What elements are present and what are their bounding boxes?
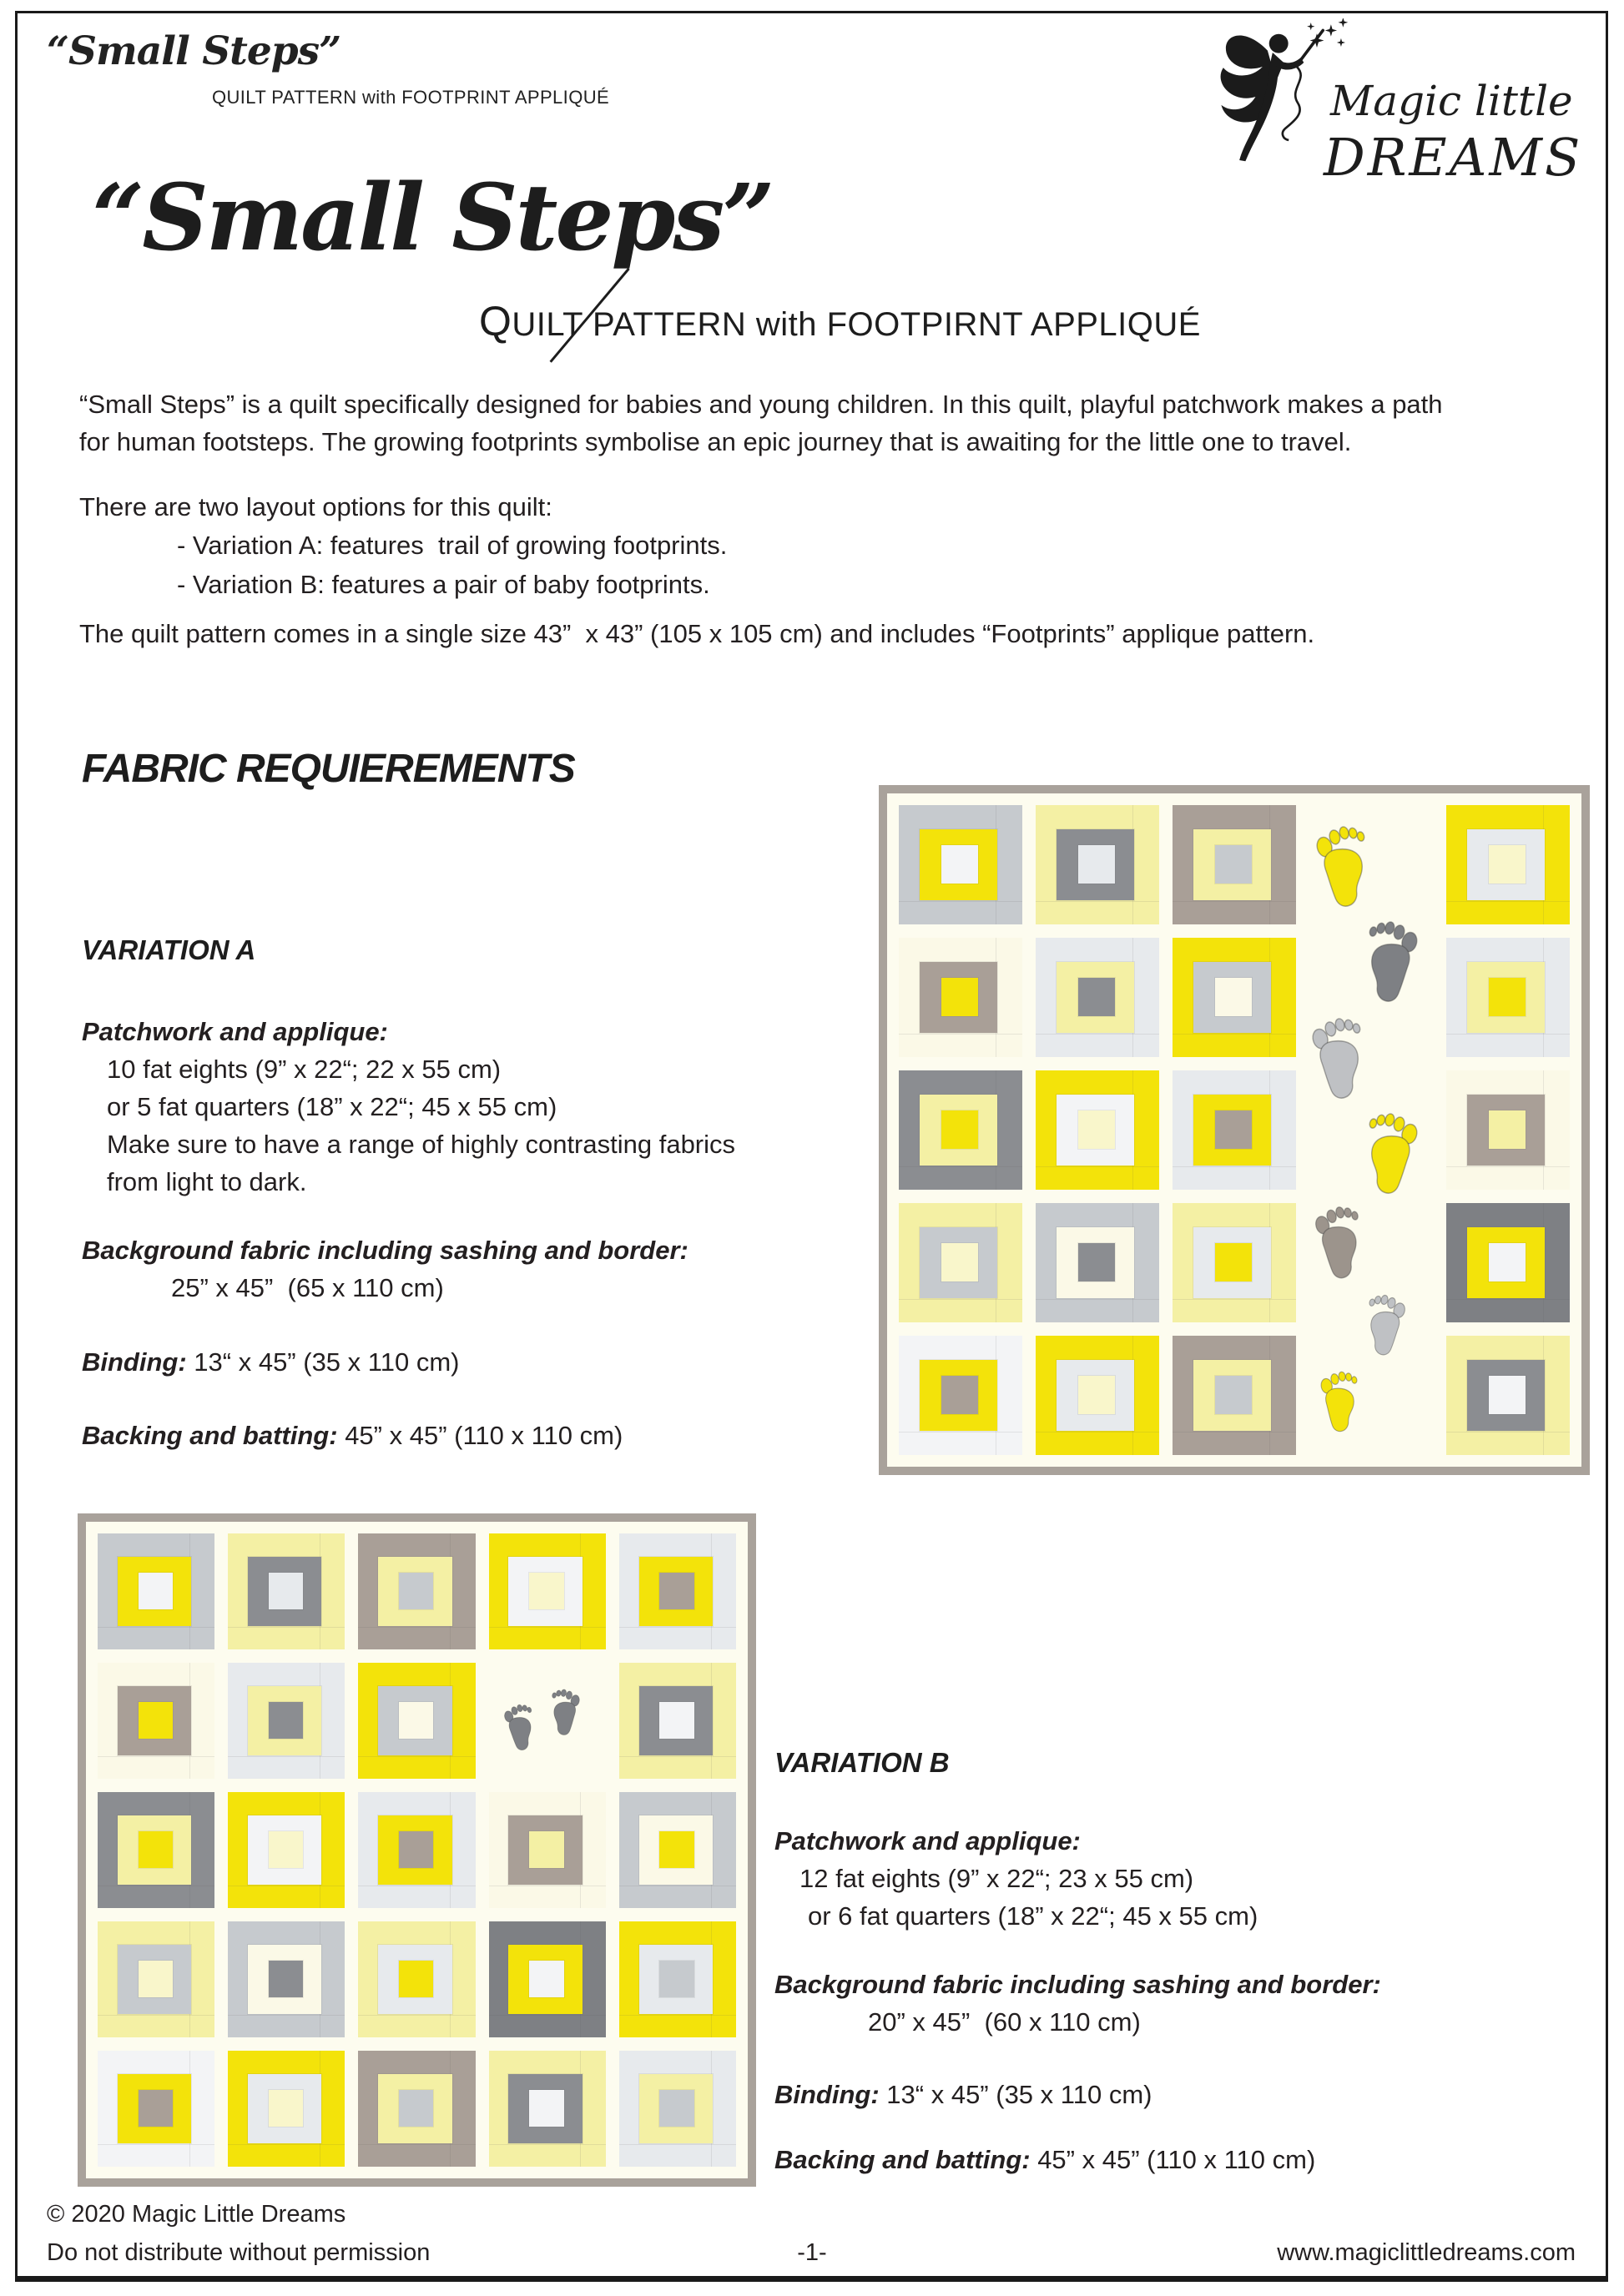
log-cabin-block <box>1173 938 1296 1057</box>
block-middle-ring <box>920 1095 997 1166</box>
block-middle-ring <box>378 1945 451 2014</box>
log-cabin-block <box>98 1663 214 1779</box>
block-middle-ring <box>248 1815 321 1885</box>
block-center-square <box>529 1573 564 1609</box>
patchwork-line: or 6 fat quarters (18” x 22“; 45 x 55 cm) <box>808 1901 1258 1931</box>
log-cabin-block <box>489 1921 606 2037</box>
log-cabin-block <box>1036 1203 1159 1322</box>
block-center-square <box>139 1831 174 1868</box>
intro-line: The quilt pattern comes in a single size 43” x 43” (105 x 105 cm) and includes “Footprints” applique pattern. <box>79 619 1315 648</box>
block-middle-ring <box>920 1360 997 1432</box>
block-center-square <box>941 845 978 883</box>
log-cabin-block <box>619 1663 736 1779</box>
patchwork-line: 12 fat eights (9” x 22“; 23 x 55 cm) <box>799 1864 1194 1893</box>
block-center-square <box>269 1702 304 1739</box>
block-center-square <box>529 2090 564 2127</box>
block-center-square <box>139 1961 174 1997</box>
log-cabin-block <box>899 805 1022 924</box>
log-cabin-block <box>1036 805 1159 924</box>
block-center-square <box>1078 845 1115 883</box>
log-cabin-block <box>228 1663 345 1779</box>
block-center-square <box>529 1831 564 1868</box>
section-title: FABRIC REQUIEREMENTS <box>82 747 575 791</box>
block-middle-ring <box>508 1557 582 1626</box>
block-center-square <box>941 978 978 1015</box>
block-middle-ring <box>920 962 997 1034</box>
log-cabin-block <box>899 1336 1022 1455</box>
backing-b <box>774 2141 1315 2178</box>
page-number: -1- <box>797 2239 827 2266</box>
log-cabin-block <box>228 1921 345 2037</box>
block-middle-ring <box>1467 1095 1545 1166</box>
log-cabin-block <box>1446 938 1570 1057</box>
block-middle-ring <box>1057 1227 1134 1299</box>
log-cabin-block <box>1173 1070 1296 1190</box>
block-middle-ring <box>1467 1227 1545 1299</box>
block-middle-ring <box>118 1557 191 1626</box>
block-center-square <box>941 1376 978 1413</box>
log-cabin-block <box>358 1533 475 1649</box>
log-cabin-block <box>619 1792 736 1908</box>
variation-b-title: VARIATION B <box>774 1747 950 1778</box>
block-middle-ring <box>378 1686 451 1755</box>
block-center-square <box>399 2090 434 2127</box>
block-middle-ring <box>118 1686 191 1755</box>
block-center-square <box>529 1961 564 1997</box>
block-center-square <box>1078 1243 1115 1281</box>
block-center-square <box>1215 978 1252 1015</box>
block-middle-ring <box>118 1815 191 1885</box>
block-middle-ring <box>248 1557 321 1626</box>
log-cabin-block <box>98 1533 214 1649</box>
block-center-square <box>139 1702 174 1739</box>
backing-value-b: 45” x 45” (110 x 110 cm) <box>1030 2145 1316 2174</box>
patchwork-line: Make sure to have a range of highly contrasting fabrics <box>107 1130 736 1159</box>
log-cabin-block <box>228 1792 345 1908</box>
log-cabin-block <box>489 1533 606 1649</box>
block-center-square <box>269 1573 304 1609</box>
intro-variation-a: - Variation A: features trail of growing footprints. <box>177 531 728 560</box>
log-cabin-block <box>899 1203 1022 1322</box>
block-center-square <box>659 1831 694 1868</box>
log-cabin-block <box>98 1792 214 1908</box>
block-middle-ring <box>1467 962 1545 1034</box>
block-center-square <box>269 1831 304 1868</box>
intro-line: There are two layout options for this quilt: <box>79 492 552 521</box>
block-center-square <box>1078 1110 1115 1148</box>
backing-value-a: 45” x 45” (110 x 110 cm) <box>337 1421 623 1450</box>
log-cabin-block <box>358 2051 475 2167</box>
log-cabin-block <box>1446 805 1570 924</box>
block-middle-ring <box>639 1815 713 1885</box>
block-center-square <box>659 1573 694 1609</box>
block-middle-ring <box>508 2074 582 2143</box>
copyright-text: © 2020 Magic Little Dreams <box>47 2201 346 2228</box>
log-cabin-block <box>228 2051 345 2167</box>
block-middle-ring <box>1193 1227 1271 1299</box>
block-middle-ring <box>248 1686 321 1755</box>
block-middle-ring <box>920 1227 997 1299</box>
patchwork-label-a: Patchwork and applique: <box>82 1017 388 1046</box>
main-subtitle: QUILT PATTERN with FOOTPIRNT APPLIQUÉ <box>479 298 1201 345</box>
block-middle-ring <box>1193 962 1271 1034</box>
block-middle-ring <box>378 2074 451 2143</box>
intro-line: for human footsteps. The growing footprints symbolise an epic journey that is awaiting for the little one to travel. <box>79 427 1352 456</box>
binding-value-b: 13“ x 45” (35 x 110 cm) <box>879 2080 1152 2109</box>
logo-text-magic-little: Magic little <box>1330 77 1573 125</box>
block-middle-ring <box>639 1945 713 2014</box>
block-center-square <box>269 1961 304 1997</box>
background-value-b: 20” x 45” (60 x 110 cm) <box>868 2007 1141 2037</box>
log-cabin-block <box>619 1921 736 2037</box>
block-middle-ring <box>118 1945 191 2014</box>
block-center-square <box>659 1961 694 1997</box>
binding-label-b: Binding: <box>774 2080 880 2109</box>
intro-line: “Small Steps” is a quilt specifically designed for babies and young children. In this quilt, playful patchwork makes a path <box>79 390 1443 419</box>
block-center-square <box>941 1243 978 1281</box>
block-middle-ring <box>639 2074 713 2143</box>
website-text: www.magiclittledreams.com <box>1277 2239 1576 2266</box>
block-center-square <box>139 2090 174 2127</box>
background-value-a: 25” x 45” (65 x 110 cm) <box>171 1273 444 1302</box>
block-middle-ring <box>639 1686 713 1755</box>
block-middle-ring <box>1057 1095 1134 1166</box>
block-center-square <box>1489 845 1526 883</box>
binding-a <box>82 1343 459 1381</box>
log-cabin-block <box>358 1792 475 1908</box>
binding-value-a: 13“ x 45” (35 x 110 cm) <box>186 1347 460 1377</box>
log-cabin-block <box>489 1792 606 1908</box>
block-center-square <box>399 1831 434 1868</box>
patchwork-line: 10 fat eights (9” x 22“; 22 x 55 cm) <box>107 1055 502 1084</box>
main-title: “Small Steps” <box>92 164 773 271</box>
log-cabin-block <box>1446 1336 1570 1455</box>
distribution-notice: Do not distribute without permission <box>47 2239 431 2266</box>
patchwork-line: from light to dark. <box>107 1167 307 1196</box>
logo-text-dreams: DREAMS <box>1324 127 1583 188</box>
block-center-square <box>399 1702 434 1739</box>
block-center-square <box>1215 845 1252 883</box>
block-middle-ring <box>1057 829 1134 901</box>
block-center-square <box>1489 1110 1526 1148</box>
block-center-square <box>399 1961 434 1997</box>
block-center-square <box>659 2090 694 2127</box>
block-middle-ring <box>378 1557 451 1626</box>
log-cabin-block <box>619 1533 736 1649</box>
block-middle-ring <box>1467 1360 1545 1432</box>
patchwork-line: or 5 fat quarters (18” x 22“; 45 x 55 cm) <box>107 1092 557 1121</box>
log-cabin-block <box>899 1070 1022 1190</box>
block-center-square <box>1215 1110 1252 1148</box>
block-center-square <box>659 1702 694 1739</box>
block-middle-ring <box>1193 1095 1271 1166</box>
block-middle-ring <box>1467 829 1545 901</box>
block-center-square <box>1215 1243 1252 1281</box>
patchwork-label-b: Patchwork and applique: <box>774 1826 1081 1855</box>
block-middle-ring <box>248 1945 321 2014</box>
block-center-square <box>1489 1376 1526 1413</box>
block-center-square <box>399 1573 434 1609</box>
quilt-grid <box>899 805 1570 1455</box>
log-cabin-block <box>358 1921 475 2037</box>
block-middle-ring <box>248 2074 321 2143</box>
log-cabin-block <box>1173 1336 1296 1455</box>
log-cabin-block <box>1446 1203 1570 1322</box>
quilt-grid <box>98 1533 736 2167</box>
block-center-square <box>1078 1376 1115 1413</box>
log-cabin-block <box>228 1533 345 1649</box>
block-middle-ring <box>1057 1360 1134 1432</box>
block-middle-ring <box>508 1815 582 1885</box>
block-center-square <box>139 1573 174 1609</box>
binding-b <box>774 2076 1152 2113</box>
block-middle-ring <box>508 1945 582 2014</box>
variation-a-title: VARIATION A <box>82 934 256 965</box>
log-cabin-block <box>619 2051 736 2167</box>
backing-label-b: Backing and batting: <box>774 2145 1031 2174</box>
header-script-title: “Small Steps” <box>47 28 341 74</box>
log-cabin-block <box>1036 1070 1159 1190</box>
binding-label-a: Binding: <box>82 1347 187 1377</box>
log-cabin-block <box>1036 1336 1159 1455</box>
block-middle-ring <box>920 829 997 901</box>
block-middle-ring <box>118 2074 191 2143</box>
log-cabin-block <box>1173 1203 1296 1322</box>
log-cabin-block <box>1173 805 1296 924</box>
background-label-b: Background fabric including sashing and border: <box>774 1970 1381 1999</box>
log-cabin-block <box>1446 1070 1570 1190</box>
block-center-square <box>1215 1376 1252 1413</box>
header-subtitle: QUILT PATTERN with FOOTPRINT APPLIQUÉ <box>212 87 610 108</box>
block-center-square <box>941 1110 978 1148</box>
intro-variation-b: - Variation B: features a pair of baby footprints. <box>177 570 710 599</box>
block-center-square <box>269 2090 304 2127</box>
log-cabin-block <box>358 1663 475 1779</box>
quilt-diagram-variation-b <box>78 1513 756 2187</box>
log-cabin-block <box>98 2051 214 2167</box>
quilt-diagram-variation-a <box>879 785 1590 1475</box>
block-middle-ring <box>378 1815 451 1885</box>
block-center-square <box>1489 978 1526 1015</box>
background-label-a: Background fabric including sashing and border: <box>82 1236 688 1265</box>
block-middle-ring <box>1193 829 1271 901</box>
block-center-square <box>1078 978 1115 1015</box>
block-middle-ring <box>1057 962 1134 1034</box>
log-cabin-block <box>899 938 1022 1057</box>
log-cabin-block <box>1036 938 1159 1057</box>
backing-a <box>82 1417 623 1454</box>
log-cabin-block <box>489 2051 606 2167</box>
block-center-square <box>1489 1243 1526 1281</box>
backing-label-a: Backing and batting: <box>82 1421 338 1450</box>
log-cabin-block <box>98 1921 214 2037</box>
block-middle-ring <box>639 1557 713 1626</box>
block-middle-ring <box>1193 1360 1271 1432</box>
